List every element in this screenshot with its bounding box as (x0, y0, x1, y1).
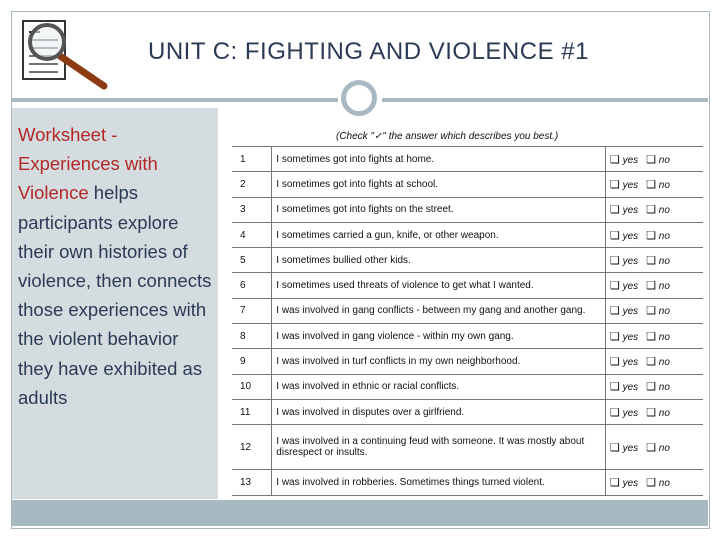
row-number: 3 (232, 197, 272, 222)
row-number: 8 (232, 324, 272, 349)
row-statement: I sometimes got into fights at home. (272, 147, 606, 172)
no-option[interactable] (646, 231, 670, 242)
yes-label: yes (622, 205, 639, 217)
row-answer-options (605, 324, 703, 349)
no-option[interactable] (646, 357, 670, 368)
checkbox-icon[interactable]: ❑ (609, 441, 620, 454)
table-row (232, 147, 703, 172)
table-row (232, 248, 703, 273)
row-number: 5 (232, 248, 272, 273)
yes-label: yes (622, 382, 639, 394)
slide-footer-bar (12, 500, 708, 526)
table-row (232, 399, 703, 424)
worksheet-table (232, 146, 703, 496)
row-number: 1 (232, 147, 272, 172)
yes-option[interactable] (610, 306, 638, 317)
row-statement: I was involved in gang conflicts - between my gang and another gang. (272, 298, 606, 323)
yes-label: yes (622, 154, 639, 166)
row-statement: I was involved in robberies. Sometimes things turned violent. (272, 470, 606, 495)
no-option[interactable] (646, 478, 670, 489)
yes-option[interactable] (610, 357, 638, 368)
row-answer-options (605, 172, 703, 197)
magnifier-document-icon (20, 18, 115, 93)
yes-label: yes (622, 281, 639, 293)
no-option[interactable] (646, 443, 670, 454)
yes-option[interactable] (610, 332, 638, 343)
row-statement: I was involved in a continuing feud with someone. It was mostly about disrespect or insults. (272, 425, 606, 470)
checkbox-icon[interactable]: ❑ (646, 254, 656, 267)
row-answer-options (605, 197, 703, 222)
worksheet-title-highlight: Worksheet - Experiences with Violence (18, 124, 158, 204)
checkbox-icon[interactable]: ❑ (609, 254, 620, 267)
table-row (232, 324, 703, 349)
no-label: no (658, 205, 670, 217)
checkbox-icon[interactable]: ❑ (646, 305, 656, 318)
yes-option[interactable] (610, 281, 638, 292)
table-row (232, 349, 703, 374)
table-row (232, 425, 703, 470)
yes-option[interactable] (610, 231, 638, 242)
yes-option[interactable] (610, 180, 638, 191)
yes-label: yes (622, 407, 639, 419)
row-answer-options (605, 374, 703, 399)
yes-label: yes (622, 331, 639, 343)
table-row (232, 172, 703, 197)
row-answer-options (605, 222, 703, 247)
row-statement: I sometimes bullied other kids. (272, 248, 606, 273)
description-body: helps participants explore their own histories of violence, then connects those experiences with the violent behavior they have exhibited as adults (18, 182, 212, 408)
row-answer-options (605, 349, 703, 374)
checkbox-icon[interactable]: ❑ (646, 356, 656, 369)
table-row (232, 374, 703, 399)
worksheet-instruction: (Check "✓" the answer which describes you best.) (336, 131, 559, 142)
no-label: no (658, 357, 670, 369)
yes-option[interactable] (610, 155, 638, 166)
row-statement: I sometimes used threats of violence to get what I wanted. (272, 273, 606, 298)
row-answer-options (605, 298, 703, 323)
row-statement: I was involved in disputes over a girlfriend. (272, 399, 606, 424)
no-option[interactable] (646, 155, 670, 166)
checkbox-icon[interactable]: ❑ (609, 204, 620, 217)
row-answer-options (605, 273, 703, 298)
no-option[interactable] (646, 205, 670, 216)
table-row (232, 470, 703, 495)
checkbox-icon[interactable]: ❑ (609, 476, 620, 489)
checkbox-icon[interactable]: ❑ (609, 330, 620, 343)
checkbox-icon[interactable]: ❑ (646, 381, 656, 394)
no-option[interactable] (646, 332, 670, 343)
no-label: no (658, 382, 670, 394)
checkbox-icon[interactable]: ❑ (609, 280, 620, 293)
no-option[interactable] (646, 256, 670, 267)
checkbox-icon[interactable]: ❑ (609, 229, 620, 242)
row-statement: I sometimes carried a gun, knife, or other weapon. (272, 222, 606, 247)
row-number: 13 (232, 470, 272, 495)
yes-label: yes (622, 477, 639, 489)
row-answer-options (605, 248, 703, 273)
no-label: no (658, 306, 670, 318)
no-label: no (658, 331, 670, 343)
checkbox-icon[interactable]: ❑ (646, 153, 656, 166)
row-statement: I was involved in gang violence - within my own gang. (272, 324, 606, 349)
row-statement: I was involved in turf conflicts in my own neighborhood. (272, 349, 606, 374)
row-statement: I was involved in ethnic or racial conflicts. (272, 374, 606, 399)
row-answer-options (605, 147, 703, 172)
no-label: no (658, 407, 670, 419)
row-number: 4 (232, 222, 272, 247)
yes-label: yes (622, 357, 639, 369)
no-label: no (658, 154, 670, 166)
row-answer-options (605, 425, 703, 470)
yes-option[interactable] (610, 205, 638, 216)
no-label: no (658, 442, 670, 454)
no-option[interactable] (646, 180, 670, 191)
table-row (232, 222, 703, 247)
no-option[interactable] (646, 281, 670, 292)
row-number: 6 (232, 273, 272, 298)
no-label: no (658, 477, 670, 489)
checkbox-icon[interactable]: ❑ (609, 406, 620, 419)
header-divider-left (12, 98, 338, 102)
no-option[interactable] (646, 382, 670, 393)
yes-label: yes (622, 442, 639, 454)
table-row (232, 273, 703, 298)
table-row (232, 197, 703, 222)
no-label: no (658, 230, 670, 242)
yes-option[interactable] (610, 443, 638, 454)
checkbox-icon[interactable]: ❑ (609, 153, 620, 166)
row-number: 2 (232, 172, 272, 197)
row-number: 9 (232, 349, 272, 374)
yes-label: yes (622, 230, 639, 242)
yes-option[interactable] (610, 408, 638, 419)
no-label: no (658, 179, 670, 191)
checkbox-icon[interactable]: ❑ (609, 178, 620, 191)
checkbox-icon[interactable]: ❑ (646, 280, 656, 293)
yes-label: yes (622, 255, 639, 267)
checkbox-icon[interactable]: ❑ (609, 381, 620, 394)
row-statement: I sometimes got into fights at school. (272, 172, 606, 197)
table-row (232, 298, 703, 323)
yes-label: yes (622, 179, 639, 191)
row-number: 7 (232, 298, 272, 323)
checkbox-icon[interactable]: ❑ (609, 305, 620, 318)
no-label: no (658, 281, 670, 293)
row-number: 11 (232, 399, 272, 424)
checkbox-icon[interactable]: ❑ (646, 476, 656, 489)
checkbox-icon[interactable]: ❑ (646, 330, 656, 343)
checkbox-icon[interactable]: ❑ (646, 406, 656, 419)
checkbox-icon[interactable]: ❑ (609, 356, 620, 369)
row-statement: I sometimes got into fights on the street. (272, 197, 606, 222)
row-answer-options (605, 399, 703, 424)
header-divider-right (382, 98, 708, 102)
no-option[interactable] (646, 408, 670, 419)
row-answer-options (605, 470, 703, 495)
no-option[interactable] (646, 306, 670, 317)
no-label: no (658, 255, 670, 267)
divider-ring (341, 80, 377, 116)
yes-label: yes (622, 306, 639, 318)
row-number: 12 (232, 425, 272, 470)
checkbox-icon[interactable]: ❑ (646, 441, 656, 454)
yes-option[interactable] (610, 478, 638, 489)
page-title: UNIT C: FIGHTING AND VIOLENCE #1 (148, 38, 589, 65)
row-number: 10 (232, 374, 272, 399)
checkbox-icon[interactable]: ❑ (646, 229, 656, 242)
description-text (18, 120, 214, 412)
yes-option[interactable] (610, 382, 638, 393)
checkbox-icon[interactable]: ❑ (646, 178, 656, 191)
yes-option[interactable] (610, 256, 638, 267)
checkbox-icon[interactable]: ❑ (646, 204, 656, 217)
